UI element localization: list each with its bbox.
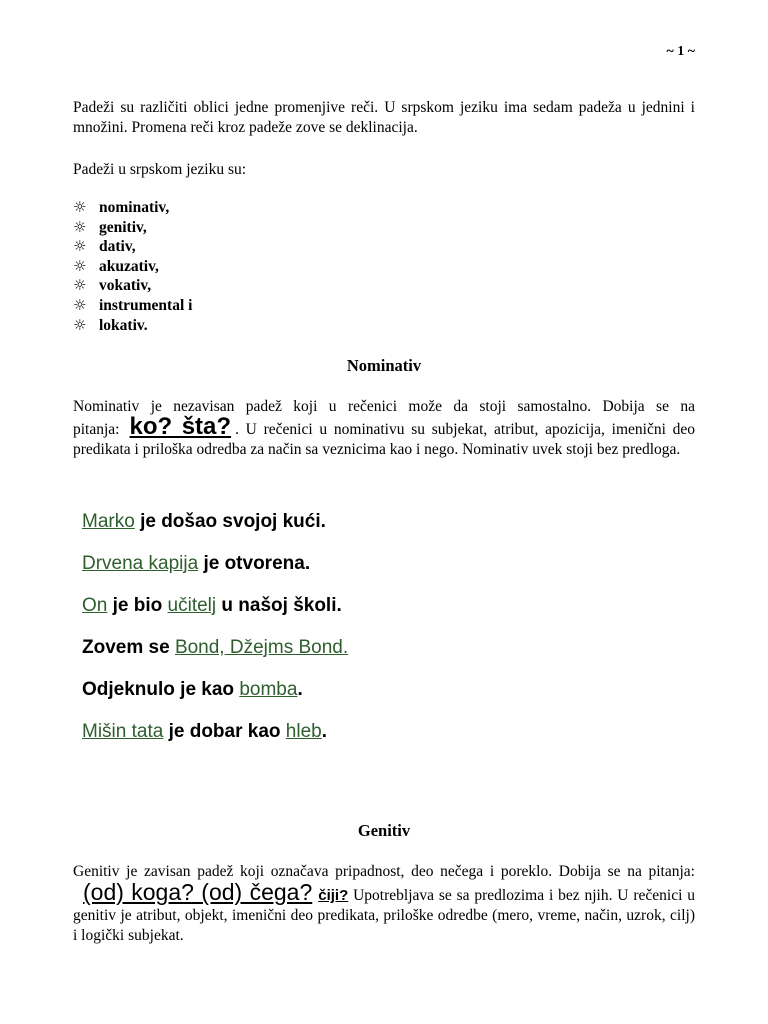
genitiv-text-before: Genitiv je zavisan padež koji označava pripadnost, deo nečega i poreklo. Dobija se na pitanja: [73, 863, 695, 880]
nominativ-examples [82, 509, 348, 761]
case-name: vokativ, [99, 277, 152, 295]
case-name: lokativ. [99, 316, 148, 334]
sun-bullet-icon: ☼ [73, 237, 87, 256]
genitiv-text-after: Upotrebljava se sa predlozima i bez njih. U rečenici u genitiv je atribut, objekt, imenični deo predikata, priloške odredbe (mero, vreme, način, uzrok, cilj) i logički subjekat. [73, 887, 695, 944]
sun-bullet-icon: ☼ [73, 295, 87, 314]
sentence-text: Odjeknulo je kao [82, 679, 240, 700]
cases-list [73, 198, 192, 335]
list-item [73, 237, 192, 257]
case-name: dativ, [99, 238, 136, 256]
list-item [73, 276, 192, 296]
list-item [73, 198, 192, 218]
sentence-text: je bio [107, 595, 168, 616]
sentence-text: je otvorena. [198, 553, 311, 574]
nominativ-text-before: Nominativ je nezavisan padež koji u rečenici može da stoji samostalno. Dobija se na pitanja: [73, 398, 695, 438]
sun-bullet-icon: ☼ [73, 198, 87, 216]
highlighted-term: Mišin tata [82, 721, 164, 742]
nominativ-text-after: . U rečenici u nominativu su subjekat, atribut, apozicija, imenični deo predikata i priloška odredba za način sa veznicima kao i nego. Nominativ uvek stoji bez predloga. [73, 421, 696, 458]
highlighted-term: učitelj [167, 595, 217, 616]
list-item [73, 218, 192, 238]
list-item [73, 296, 192, 316]
sun-bullet-icon: ☼ [73, 276, 87, 295]
sentence-text: u našoj školi. [216, 595, 342, 616]
sentence-text: . [321, 721, 327, 742]
sun-bullet-icon: ☼ [73, 256, 87, 275]
list-item [73, 257, 192, 277]
example-sentence [82, 551, 348, 593]
highlighted-term: On [82, 595, 108, 616]
genitiv-paragraph [73, 862, 695, 946]
highlighted-term: hleb [285, 721, 322, 742]
nominativ-paragraph [73, 397, 695, 460]
example-sentence [82, 509, 348, 551]
sentence-text: Zovem se [82, 637, 175, 658]
nominativ-heading: Nominativ [346, 356, 422, 375]
nominativ-question: ko? šta? [129, 413, 232, 440]
example-sentence [82, 719, 348, 761]
cases-list-title: Padeži u srpskom jeziku su: [73, 161, 247, 178]
case-name: instrumental i [99, 296, 193, 314]
genitiv-heading: Genitiv [357, 821, 411, 840]
sun-bullet-icon: ☼ [73, 315, 87, 334]
highlighted-term: Bond, Džejms Bond. [174, 637, 349, 658]
example-sentence [82, 677, 348, 719]
list-item [73, 316, 192, 336]
case-name: genitiv, [99, 218, 147, 236]
case-name: akuzativ, [99, 257, 159, 275]
case-name: nominativ, [99, 199, 170, 216]
sentence-text: . [297, 679, 303, 700]
intro-paragraph: Padeži su različiti oblici jedne promenjive reči. U srpskom jeziku ima sedam padeža u jednini i množini. Promena reči kroz padeže zove se deklinacija. [73, 99, 695, 136]
example-sentence [82, 635, 348, 677]
page-number: ~ 1 ~ [666, 44, 695, 59]
sentence-text: je dobar kao [163, 721, 286, 742]
sun-bullet-icon: ☼ [73, 217, 87, 236]
example-sentence [82, 593, 348, 635]
genitiv-question: (od) koga? (od) čega? [83, 879, 313, 905]
genitiv-question-small: čiji? [318, 887, 349, 904]
highlighted-term: Marko [82, 511, 135, 532]
sentence-text: je došao svojoj kući. [134, 511, 326, 532]
highlighted-term: Drvena kapija [82, 553, 199, 574]
highlighted-term: bomba [239, 679, 298, 700]
